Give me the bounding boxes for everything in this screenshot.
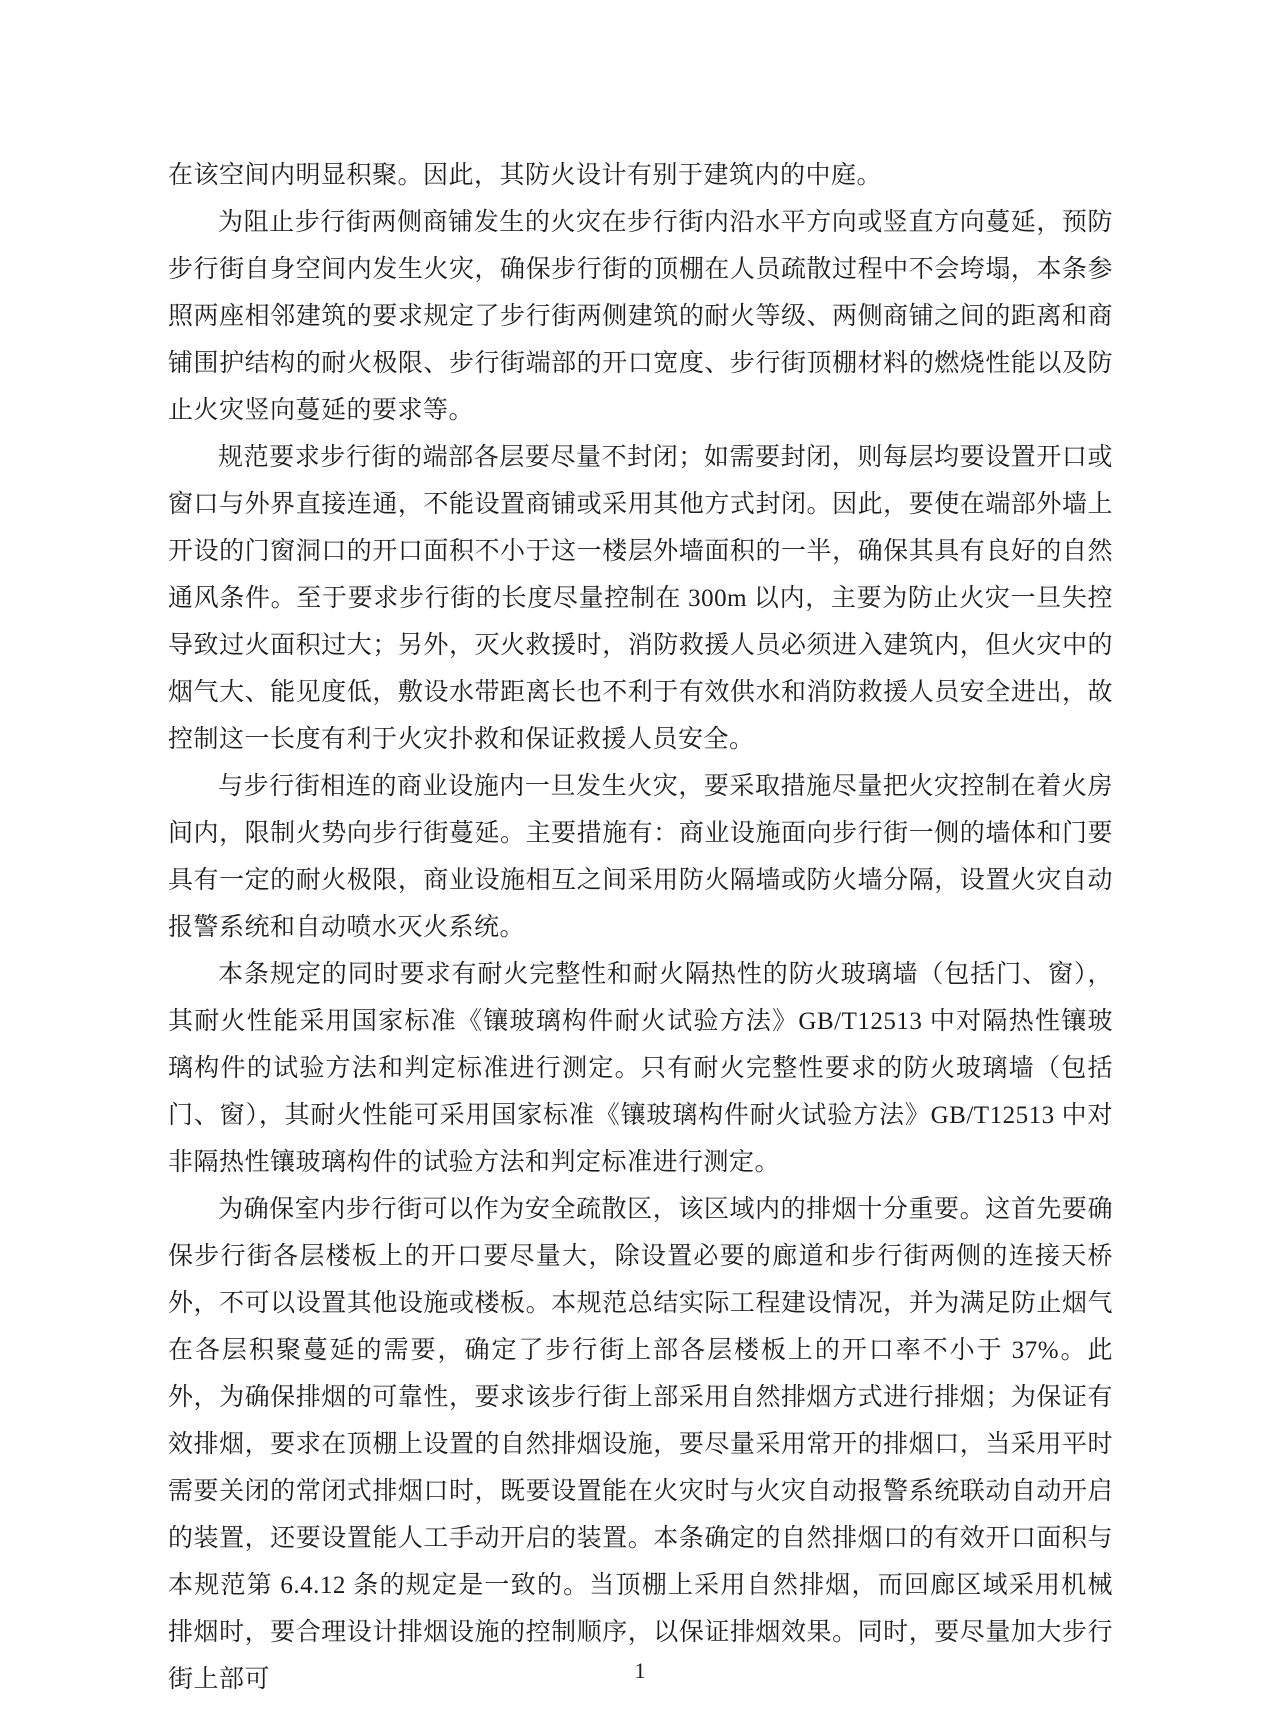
paragraph: 为阻止步行街两侧商铺发生的火灾在步行街内沿水平方向或竖直方向蔓延，预防步行街自身空间内发生火灾，确保步行街的顶棚在人员疏散过程中不会垮塌，本条参照两座相邻建筑的要求规定了步行街两侧建筑的耐火等级、两侧商铺之间的距离和商铺围护结构的耐火极限、步行街端部的开口宽度、步行街顶棚材料的燃烧性能以及防止火灾竖向蔓延的要求等。 [168, 209, 1113, 424]
document-body-text [168, 152, 1113, 1703]
paragraph-continuation: 在该空间内明显积聚。因此，其防火设计有别于建筑内的中庭。 [168, 162, 883, 189]
page-number: 1 [634, 1658, 646, 1683]
paragraph: 本条规定的同时要求有耐火完整性和耐火隔热性的防火玻璃墙（包括门、窗），其耐火性能采用国家标准《镶玻璃构件耐火试验方法》GB/T12513 中对隔热性镶玻璃构件的试验方法和判定标准进行测定。只有耐火完整性要求的防火玻璃墙（包括门、窗），其耐火性能可采用国家标准《镶玻璃构件耐火试验方法》GB/T12513 中对非隔热性镶玻璃构件的试验方法和判定标准进行测定。 [168, 961, 1113, 1176]
paragraph: 规范要求步行街的端部各层要尽量不封闭；如需要封闭，则每层均要设置开口或窗口与外界直接连通，不能设置商铺或采用其他方式封闭。因此，要使在端部外墙上开设的门窗洞口的开口面积不小于这一楼层外墙面积的一半，确保其具有良好的自然通风条件。至于要求步行街的长度尽量控制在 300m 以内，主要为防止火灾一旦失控导致过火面积过大；另外，灭火救援时，消防救援人员必须进入建筑内，但火灾中的烟气大、能见度低，敷设水带距离长也不利于有效供水和消防救援人员安全进出，故控制这一长度有利于火灾扑救和保证救援人员安全。 [168, 444, 1113, 753]
paragraph: 为确保室内步行街可以作为安全疏散区，该区域内的排烟十分重要。这首先要确保步行街各层楼板上的开口要尽量大，除设置必要的廊道和步行街两侧的连接天桥外，不可以设置其他设施或楼板。本规范总结实际工程建设情况，并为满足防止烟气在各层积聚蔓延的需要，确定了步行街上部各层楼板上的开口率不小于 37%。此外，为确保排烟的可靠性，要求该步行街上部采用自然排烟方式进行排烟；为保证有效排烟，要求在顶棚上设置的自然排烟设施，要尽量采用常开的排烟口，当采用平时需要关闭的常闭式排烟口时，既要设置能在火灾时与火灾自动报警系统联动自动开启的装置，还要设置能人工手动开启的装置。本条确定的自然排烟口的有效开口面积与本规范第 6.4.12 条的规定是一致的。当顶棚上采用自然排烟，而回廊区域采用机械排烟时，要合理设计排烟设施的控制顺序，以保证排烟效果。同时，要尽量加大步行街上部可 [168, 1196, 1113, 1693]
paragraph: 与步行街相连的商业设施内一旦发生火灾，要采取措施尽量把火灾控制在着火房间内，限制火势向步行街蔓延。主要措施有：商业设施面向步行街一侧的墙体和门要具有一定的耐火极限，商业设施相互之间采用防火隔墙或防火墙分隔，设置火灾自动报警系统和自动喷水灭火系统。 [168, 773, 1113, 941]
